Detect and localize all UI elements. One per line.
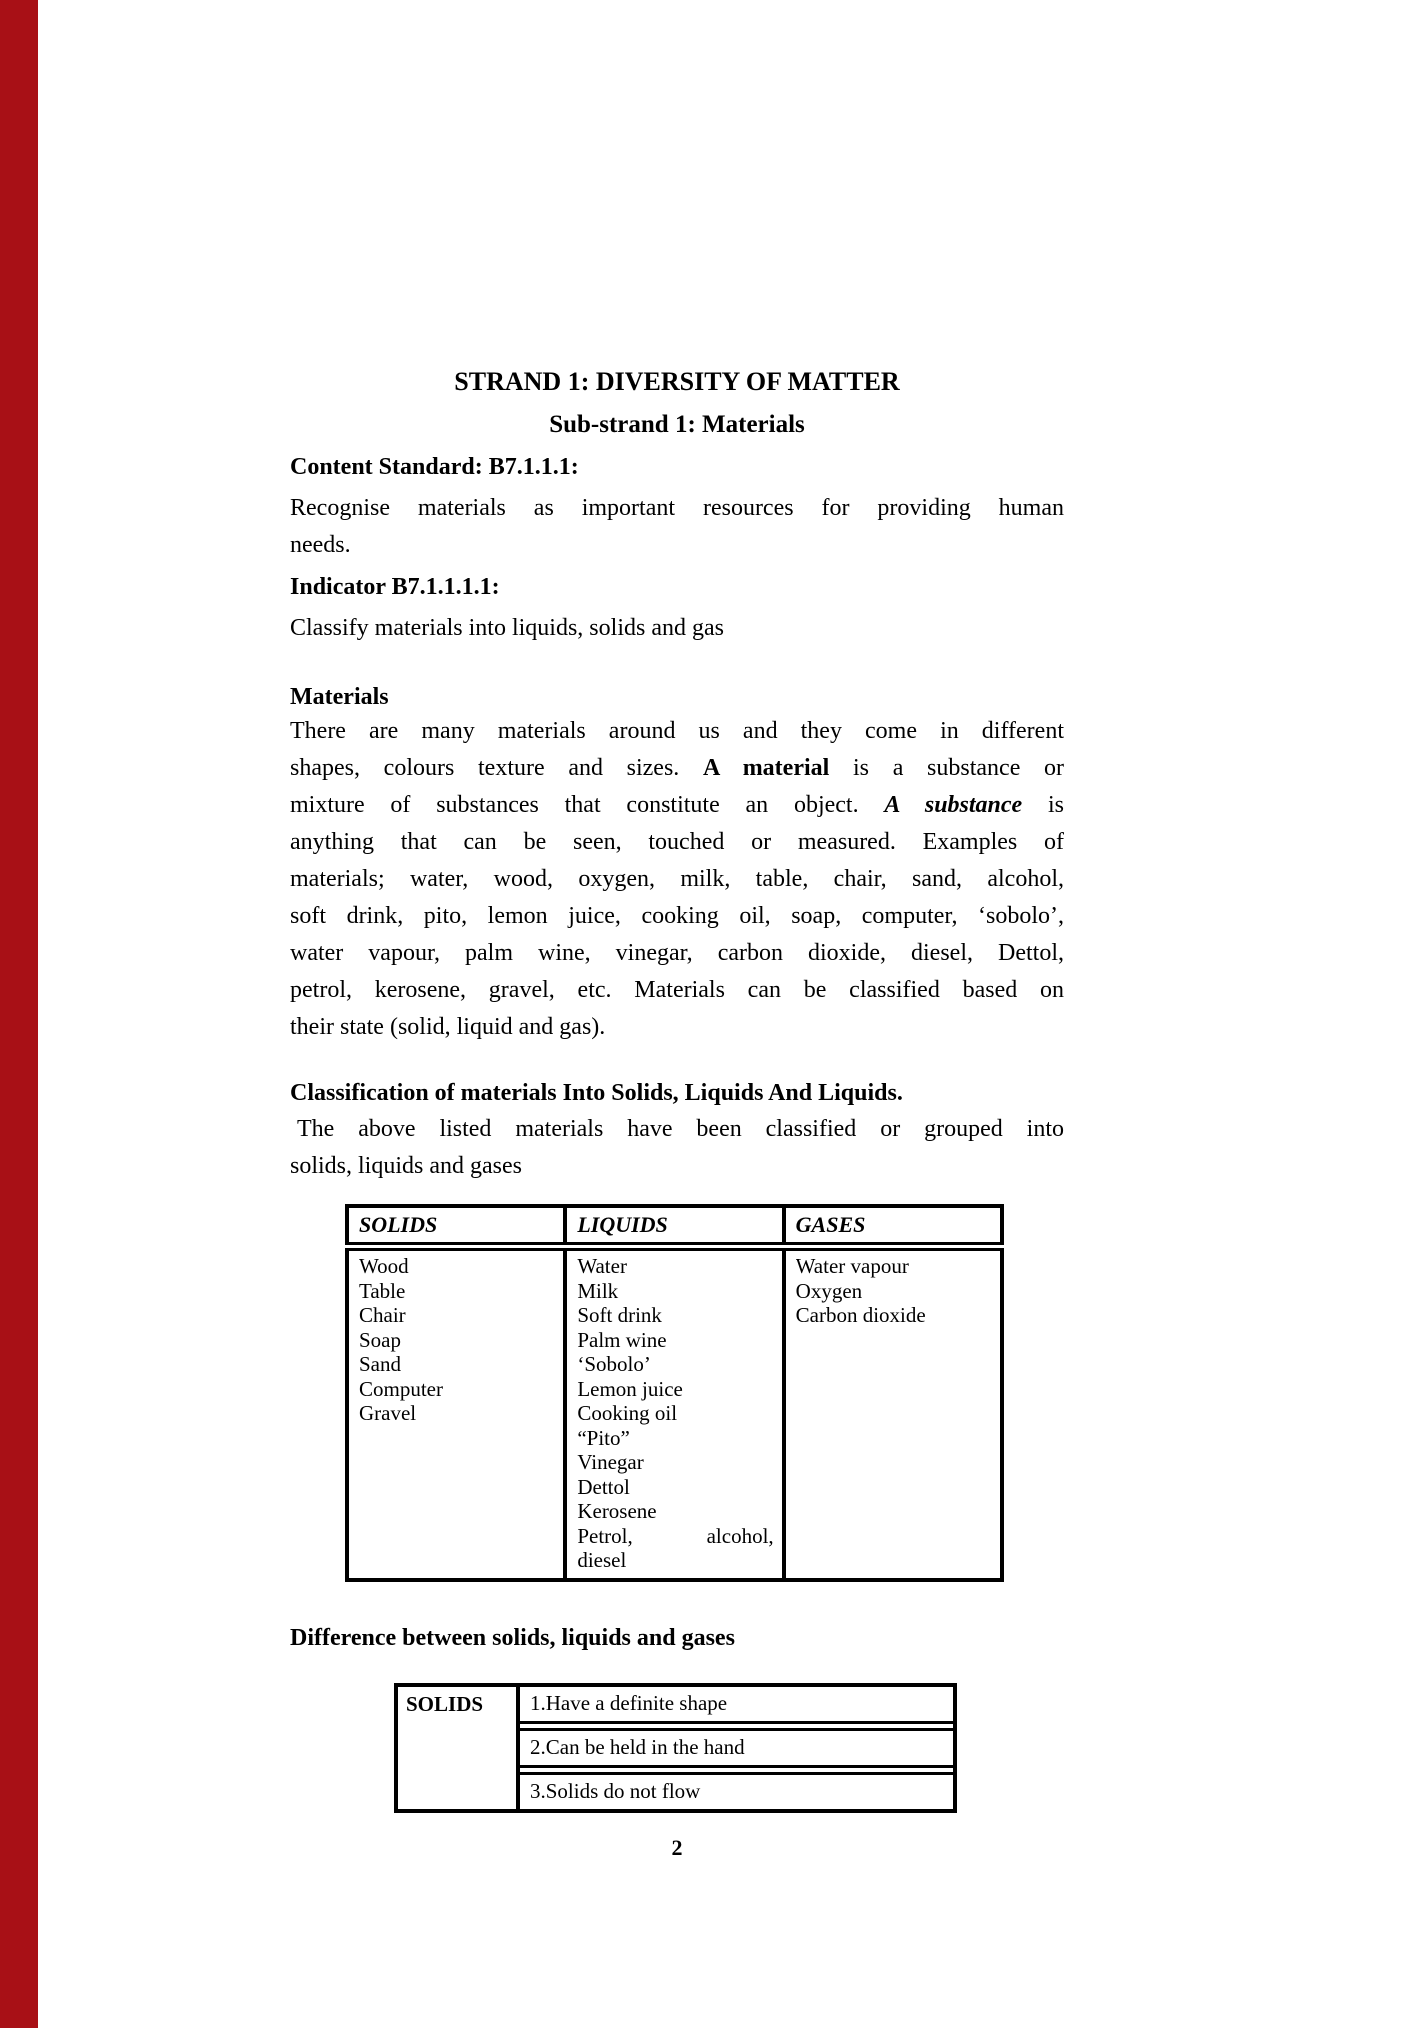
strand-title: STRAND 1: DIVERSITY OF MATTER <box>454 367 900 396</box>
text-line <box>290 787 1064 824</box>
text-line: needs. <box>290 532 351 558</box>
column-header-solids: SOLIDS <box>347 1206 565 1247</box>
liquids-cell <box>565 1247 783 1580</box>
difference-table-rows <box>520 1687 953 1809</box>
text-line: their state (solid, liquid and gas). <box>290 1014 606 1040</box>
list-item: Chair <box>359 1303 406 1327</box>
spacer <box>290 1661 1064 1683</box>
materials-heading: Materials <box>290 684 389 710</box>
list-item: Sand <box>359 1352 401 1376</box>
red-edge-stripe <box>0 0 38 2028</box>
list-item: Gravel <box>359 1401 417 1425</box>
table-row: 1.Have a definite shape <box>520 1687 953 1724</box>
text-segment: is a substance or <box>853 755 1064 781</box>
text-segment: shapes, colours texture and sizes. <box>290 755 680 781</box>
substrand-title: Sub-strand 1: Materials <box>549 411 805 438</box>
text-segment-bold-italic: A substance <box>884 792 1023 818</box>
text-line: The above listed materials have been classified or grouped into <box>297 1116 1064 1142</box>
difference-heading: Difference between solids, liquids and gases <box>290 1624 735 1651</box>
list-item: ‘Sobolo’ <box>577 1352 651 1376</box>
text-line <box>290 713 1064 750</box>
classification-table-body <box>347 1247 1002 1580</box>
difference-table-header: SOLIDS <box>398 1687 520 1809</box>
text-line: solids, liquids and gases <box>290 1153 522 1179</box>
list-item: Milk <box>577 1278 619 1303</box>
solids-cell <box>347 1247 565 1580</box>
gases-cell <box>784 1247 1002 1580</box>
classification-table-header <box>347 1206 1002 1247</box>
list-item: Lemon juice <box>577 1376 683 1401</box>
text-segment-bold: A material <box>703 755 830 781</box>
table-row: 2.Can be held in the hand <box>520 1728 953 1768</box>
content-standard-paragraph <box>290 490 1064 564</box>
difference-table <box>394 1683 957 1813</box>
text-segment: alcohol, <box>706 1523 774 1548</box>
list-item: Soap <box>359 1327 401 1352</box>
indicator-label: Indicator B7.1.1.1.1: <box>290 574 500 600</box>
table-row: 3.Solids do not flow <box>520 1772 953 1809</box>
classification-table <box>345 1204 1004 1582</box>
text-line: materials; water, wood, oxygen, milk, table, chair, sand, alcohol, <box>290 866 1064 892</box>
list-item: Soft drink <box>577 1303 662 1327</box>
list-item: Cooking oil <box>577 1401 678 1425</box>
page-number: 2 <box>671 1834 683 1860</box>
content-standard-label: Content Standard: B7.1.1.1: <box>290 454 579 480</box>
list-item <box>577 1524 773 1549</box>
table-row <box>347 1206 1002 1247</box>
list-item: “Pito” <box>577 1425 630 1450</box>
text-segment: There are many materials around us and they come in different <box>290 718 1064 744</box>
text-segment: mixture of substances that constitute an object. <box>290 792 859 818</box>
list-item: Kerosene <box>577 1499 657 1523</box>
list-item: Oxygen <box>795 1278 863 1303</box>
text-line: petrol, kerosene, gravel, etc. Materials can be classified based on <box>290 977 1064 1003</box>
text-line: Recognise materials as important resources for providing human <box>290 495 1064 521</box>
classification-paragraph <box>290 1111 1064 1185</box>
list-item: Dettol <box>577 1474 630 1499</box>
classification-heading: Classification of materials Into Solids, Liquids And Liquids. <box>290 1080 903 1106</box>
page-content <box>290 0 1064 1861</box>
spacer <box>290 647 1064 681</box>
text-line: anything that can be seen, touched or measured. Examples of <box>290 829 1064 855</box>
list-item: Computer <box>359 1376 443 1401</box>
list-item: Table <box>359 1278 406 1303</box>
text-segment: is <box>1048 792 1064 818</box>
indicator-text: Classify materials into liquids, solids and gas <box>290 615 724 641</box>
column-header-liquids: LIQUIDS <box>565 1206 783 1247</box>
table-row <box>347 1247 1002 1580</box>
column-header-gases: GASES <box>784 1206 1002 1247</box>
text-line: soft drink, pito, lemon juice, cooking oil, soap, computer, ‘sobolo’, <box>290 903 1064 929</box>
spacer <box>290 1192 1064 1204</box>
text-line: water vapour, palm wine, vinegar, carbon dioxide, diesel, Dettol, <box>290 940 1064 966</box>
list-item: Palm wine <box>577 1327 667 1352</box>
spacer <box>290 1582 1064 1622</box>
list-item: Wood <box>359 1254 409 1278</box>
list-item: Vinegar <box>577 1450 644 1474</box>
list-item: Carbon dioxide <box>795 1303 926 1327</box>
text-segment: Petrol, <box>577 1523 633 1548</box>
materials-paragraph <box>290 713 1064 1046</box>
text-line <box>290 750 1064 787</box>
list-item: Water <box>577 1254 627 1278</box>
spacer <box>290 1053 1064 1077</box>
list-item: Water vapour <box>795 1254 909 1278</box>
list-item: diesel <box>577 1548 627 1572</box>
